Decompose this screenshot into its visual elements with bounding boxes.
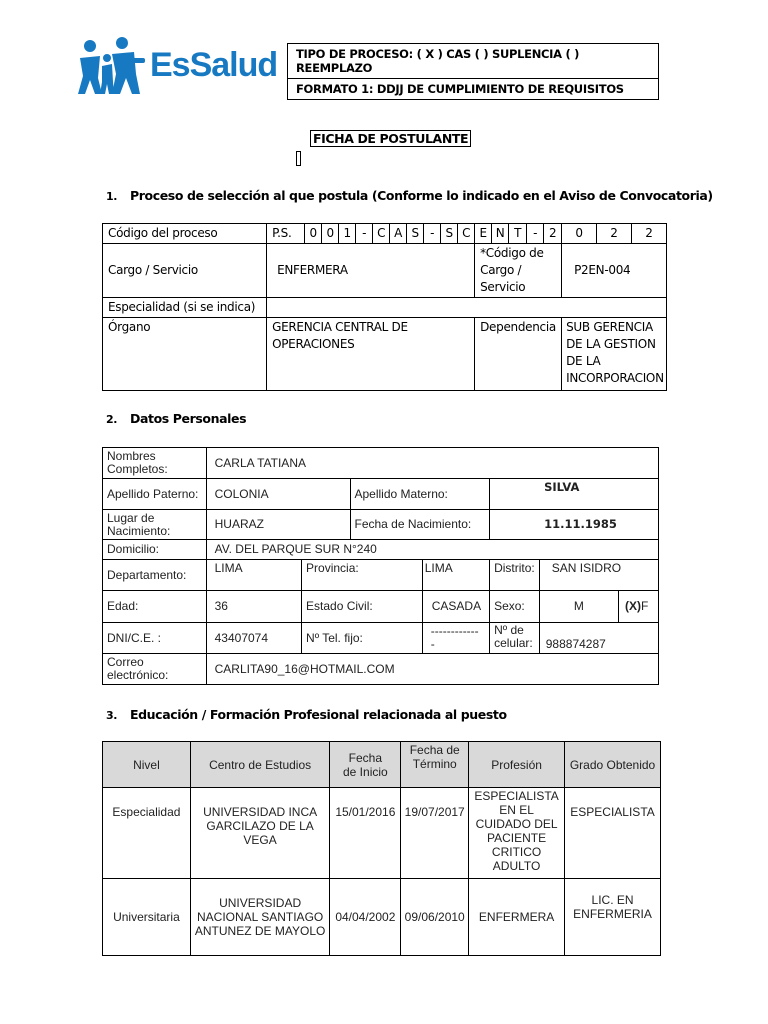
code-char: 0 bbox=[322, 224, 339, 244]
nombres-value: CARLA TATIANA bbox=[206, 448, 658, 479]
table-cell: ENFERMERA bbox=[469, 879, 565, 956]
education-table bbox=[102, 741, 661, 956]
code-char: - bbox=[356, 224, 373, 244]
section-number: 3. bbox=[106, 709, 118, 722]
cargo-value: ENFERMERA bbox=[267, 244, 475, 298]
domicilio-label: Domicilio: bbox=[103, 540, 207, 560]
dependencia-value: SUB GERENCIA DE LA GESTION DE LA INCORPORACION bbox=[562, 318, 667, 391]
cargo-label: Cargo / Servicio bbox=[103, 244, 267, 298]
section-title: Datos Personales bbox=[130, 411, 247, 426]
celular-label: Nº de celular: bbox=[490, 623, 540, 654]
section-title: Proceso de selección al que postula (Conforme lo indicado en el Aviso de Convocatoria) bbox=[130, 188, 713, 203]
code-char: A bbox=[390, 224, 407, 244]
departamento-value: LIMA bbox=[206, 560, 301, 591]
section-1-heading bbox=[106, 188, 713, 203]
code-char: C bbox=[458, 224, 475, 244]
code-char: 0 bbox=[305, 224, 322, 244]
departamento-label: Departamento: bbox=[103, 560, 207, 591]
process-type-cell: TIPO DE PROCESO: ( X ) CAS ( ) SUPLENCIA ( ) REEMPLAZO bbox=[288, 44, 659, 79]
code-char: 2 bbox=[544, 224, 562, 244]
nombres-label: Nombres Completos: bbox=[103, 448, 207, 479]
table-cell: UNIVERSIDAD INCA GARCILAZO DE LA VEGA bbox=[190, 788, 330, 879]
distrito-value: SAN ISIDRO bbox=[539, 560, 658, 591]
code-char: P.S. bbox=[267, 224, 305, 244]
header-fecha-termino: Fecha de Término bbox=[401, 742, 469, 788]
estado-civil-label: Estado Civil: bbox=[302, 591, 423, 623]
code-char: 2 bbox=[631, 224, 666, 244]
personal-data-table bbox=[102, 447, 659, 685]
tel-fijo-label: Nº Tel. fijo: bbox=[302, 623, 423, 654]
edad-label: Edad: bbox=[103, 591, 207, 623]
especialidad-value bbox=[267, 298, 667, 318]
code-char: T bbox=[509, 224, 527, 244]
codigo-proceso-label: Código del proceso bbox=[103, 224, 267, 244]
tel-fijo-value: ------------- bbox=[422, 623, 489, 654]
code-char: N bbox=[492, 224, 509, 244]
apellido-materno-label: Apellido Materno: bbox=[350, 479, 490, 510]
distrito-label: Distrito: bbox=[490, 560, 540, 591]
code-char: 0 bbox=[562, 224, 597, 244]
code-char: - bbox=[527, 224, 544, 244]
header-fecha-inicio: Fecha de Inicio bbox=[330, 742, 401, 788]
correo-label: Correo electrónico: bbox=[103, 654, 207, 685]
table-cell: ESPECIALISTA bbox=[565, 788, 661, 879]
organo-value: GERENCIA CENTRAL DE OPERACIONES bbox=[267, 318, 475, 391]
code-char: 2 bbox=[597, 224, 632, 244]
section-number: 2. bbox=[106, 413, 118, 426]
provincia-label: Provincia: bbox=[302, 560, 423, 591]
correo-value: CARLITA90_16@HOTMAIL.COM bbox=[206, 654, 658, 685]
fecha-nacimiento-value: 11.11.1985 bbox=[490, 510, 659, 540]
logo-wordmark: EsSalud bbox=[150, 46, 278, 84]
table-cell: Universitaria bbox=[103, 879, 191, 956]
section-title: Educación / Formación Profesional relacionada al puesto bbox=[130, 707, 507, 722]
format-cell: FORMATO 1: DDJJ DE CUMPLIMIENTO DE REQUISITOS bbox=[288, 79, 659, 100]
dni-label: DNI/C.E. : bbox=[103, 623, 207, 654]
especialidad-label: Especialidad (si se indica) bbox=[103, 298, 267, 318]
selection-process-table bbox=[102, 223, 667, 391]
sexo-selected-mark: (X) bbox=[624, 599, 641, 613]
page-title: FICHA DE POSTULANTE bbox=[310, 130, 471, 147]
apellido-materno-value: SILVA bbox=[490, 479, 659, 510]
apellido-paterno-label: Apellido Paterno: bbox=[103, 479, 207, 510]
family-logo-icon bbox=[76, 36, 152, 98]
table-cell: LIC. EN ENFERMERIA bbox=[565, 879, 661, 956]
sexo-m: M bbox=[539, 591, 618, 623]
section-2-heading bbox=[106, 411, 246, 426]
code-char: 1 bbox=[339, 224, 356, 244]
dependencia-label: Dependencia bbox=[475, 318, 562, 391]
codigo-cargo-label: *Código de Cargo / Servicio bbox=[475, 244, 562, 298]
celular-value: 988874287 bbox=[539, 623, 658, 654]
table-cell: 09/06/2010 bbox=[401, 879, 469, 956]
code-char: S bbox=[407, 224, 424, 244]
sexo-label: Sexo: bbox=[490, 591, 540, 623]
header-centro: Centro de Estudios bbox=[190, 742, 330, 788]
sexo-f: F bbox=[640, 599, 649, 613]
organo-label: Órgano bbox=[103, 318, 267, 391]
estado-civil-value: CASADA bbox=[422, 591, 489, 623]
table-cell: 19/07/2017 bbox=[401, 788, 469, 879]
code-char: C bbox=[373, 224, 390, 244]
table-cell: 15/01/2016 bbox=[330, 788, 401, 879]
table-cell: UNIVERSIDAD NACIONAL SANTIAGO ANTUNEZ DE MAYOLO bbox=[190, 879, 330, 956]
fecha-nacimiento-label: Fecha de Nacimiento: bbox=[350, 510, 490, 540]
text-cursor bbox=[296, 151, 301, 166]
codigo-cargo-value: P2EN-004 bbox=[562, 244, 667, 298]
section-number: 1. bbox=[106, 190, 118, 203]
apellido-paterno-value: COLONIA bbox=[206, 479, 350, 510]
lugar-nacimiento-label: Lugar de Nacimiento: bbox=[103, 510, 207, 540]
code-char: S bbox=[441, 224, 458, 244]
code-char: - bbox=[424, 224, 441, 244]
header-profesion: Profesión bbox=[469, 742, 565, 788]
essalud-logo bbox=[76, 36, 286, 98]
process-header-table bbox=[287, 43, 659, 100]
sexo-f-cell bbox=[618, 591, 658, 623]
dni-value: 43407074 bbox=[206, 623, 301, 654]
lugar-nacimiento-value: HUARAZ bbox=[206, 510, 350, 540]
section-3-heading bbox=[106, 707, 507, 722]
edad-value: 36 bbox=[206, 591, 301, 623]
domicilio-value: AV. DEL PARQUE SUR N°240 bbox=[206, 540, 658, 560]
header-grado: Grado Obtenido bbox=[565, 742, 661, 788]
table-cell: ESPECIALISTA EN EL CUIDADO DEL PACIENTE CRITICO ADULTO bbox=[469, 788, 565, 879]
code-char: E bbox=[475, 224, 492, 244]
provincia-value: LIMA bbox=[422, 560, 489, 591]
table-cell: Especialidad bbox=[103, 788, 191, 879]
header-nivel: Nivel bbox=[103, 742, 191, 788]
table-cell: 04/04/2002 bbox=[330, 879, 401, 956]
